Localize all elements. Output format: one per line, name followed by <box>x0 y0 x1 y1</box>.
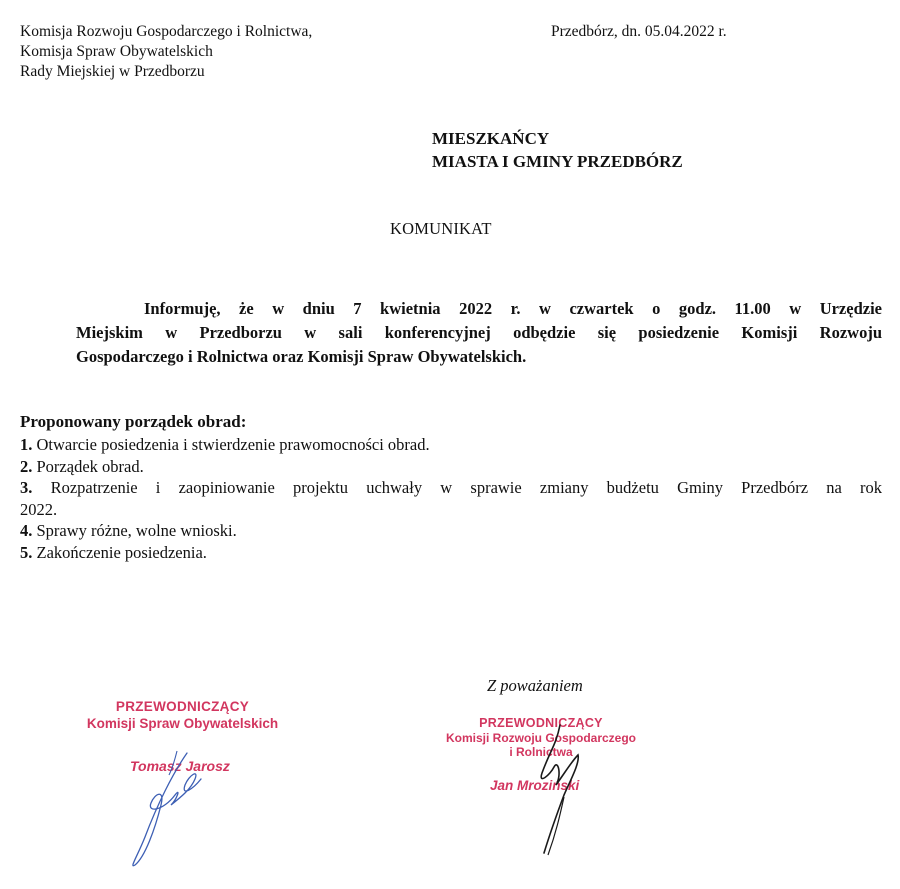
paragraph-line: Informuję, że w dniu 7 kwietnia 2022 r. w czwartek o godz. 11.00 w Urzędzie <box>144 299 882 318</box>
closing-regards: Z poważaniem <box>487 676 583 695</box>
sender-line: Komisja Rozwoju Gospodarczego i Rolnictwa, <box>20 23 313 40</box>
paragraph-line: Miejskim w Przedborzu w sali konferencyjnej odbędzie się posiedzenie Komisji Rozwoju <box>76 323 882 342</box>
stamp-name-right: Jan Mroziński <box>490 778 580 793</box>
stamp-title: PRZEWODNICZĄCY <box>115 699 250 714</box>
agenda-title: Proponowany porządek obrad: <box>20 412 247 431</box>
agenda-item: 2. Porządek obrad. <box>20 456 144 476</box>
agenda-item: 4. Sprawy różne, wolne wnioski. <box>20 521 237 540</box>
signature-right-icon <box>520 715 600 865</box>
paragraph-line: Gospodarczego i Rolnictwa oraz Komisji Spraw Obywatelskich. <box>76 347 527 366</box>
addressee-line: MIESZKAŃCY <box>432 129 550 148</box>
announcement-paragraph <box>76 297 882 369</box>
stamp-title: PRZEWODNICZĄCY <box>479 716 603 730</box>
place-date: Przedbórz, dn. 05.04.2022 r. <box>551 23 727 40</box>
sender-line: Komisja Spraw Obywatelskich <box>20 43 213 60</box>
signature-left-icon <box>115 745 225 875</box>
stamp-org: i Rolnictwa <box>509 745 573 759</box>
sender-line: Rady Miejskiej w Przedborzu <box>20 63 205 80</box>
addressee <box>432 127 683 173</box>
addressee-line: MIASTA I GMINY PRZEDBÓRZ <box>432 152 683 171</box>
stamp-name-left: Tomasz Jarosz <box>130 758 230 774</box>
stamp-org: Komisji Rozwoju Gospodarczego <box>445 731 636 745</box>
agenda-list <box>20 434 882 563</box>
agenda-item: 5. Zakończenie posiedzenia. <box>20 542 207 562</box>
agenda-item: 3. Rozpatrzenie i zaopiniowanie projektu uchwały w sprawie zmiany budżetu Gminy Przedbórz na rok 2022. <box>20 478 882 519</box>
agenda-item: 1. Otwarcie posiedzenia i stwierdzenie prawomocności obrad. <box>20 435 430 454</box>
document-type: KOMUNIKAT <box>390 219 492 238</box>
stamp-org: Komisji Spraw Obywatelskich <box>86 716 279 731</box>
stamp-left <box>60 699 305 731</box>
sender-block <box>20 22 312 82</box>
